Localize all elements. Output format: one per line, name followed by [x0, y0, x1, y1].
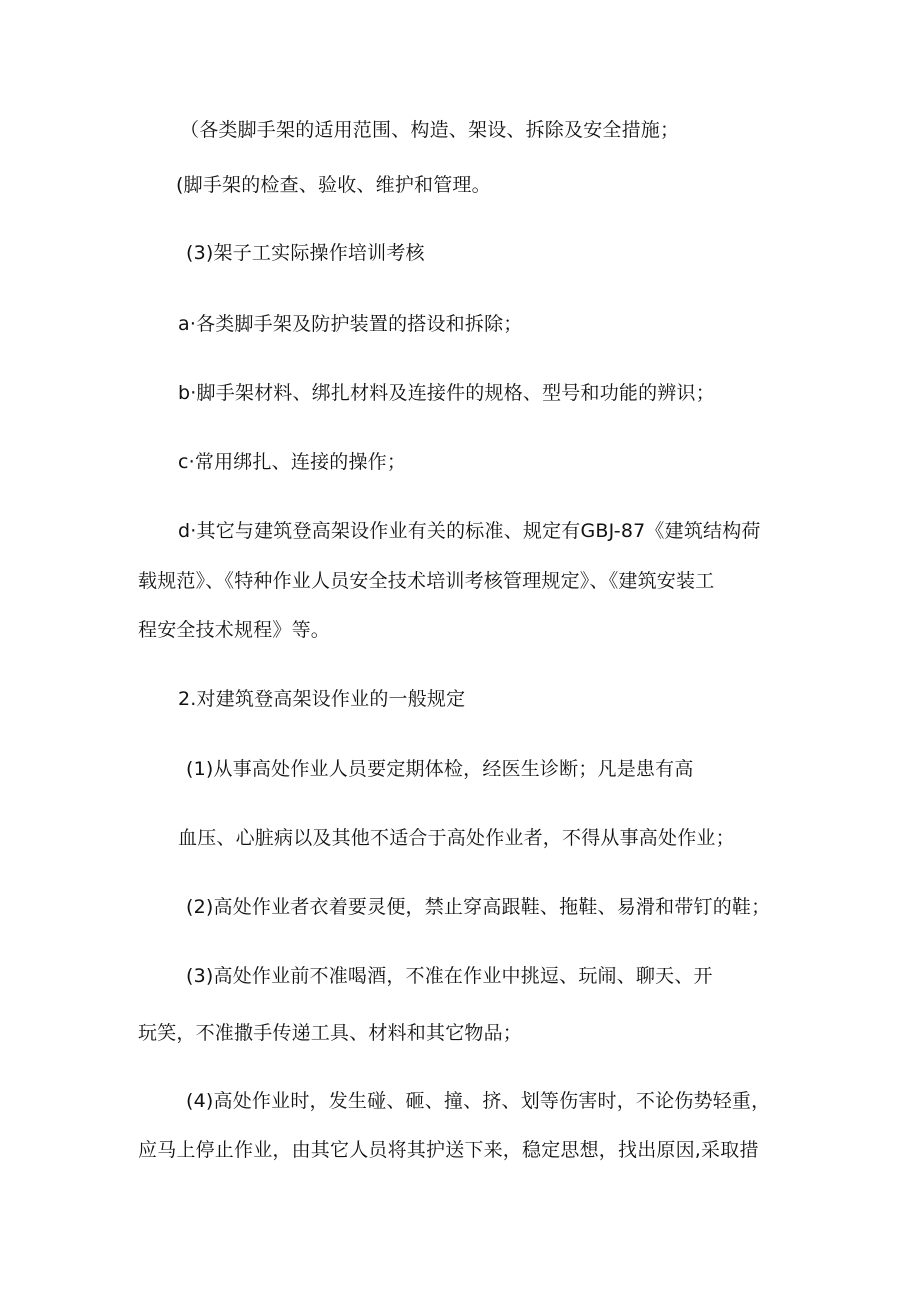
- list-item: c·常用绑扎、连接的操作；: [178, 451, 407, 473]
- text-line: 玩笑，不准撒手传递工具、材料和其它物品；: [138, 1022, 523, 1044]
- list-item: (2)高处作业者衣着要灵便，禁止穿高跟鞋、拖鞋、易滑和带钉的鞋；: [186, 896, 771, 918]
- list-item: d·其它与建筑登高架设作业有关的标准、规定有GBJ-87《建筑结构荷: [178, 520, 761, 542]
- list-item: (4)高处作业时，发生碰、砸、撞、挤、划等伤害时，不论伤势轻重，: [186, 1090, 771, 1112]
- list-item: (1)从事高处作业人员要定期体检，经医生诊断；凡是患有高: [186, 758, 694, 780]
- list-item: a·各类脚手架及防护装置的搭设和拆除；: [178, 313, 523, 335]
- text-line: 血压、心脏病以及其他不适合于高处作业者，不得从事高处作业；: [178, 827, 735, 849]
- section-heading: 2.对建筑登高架设作业的一般规定: [178, 688, 466, 710]
- section-heading: (3)架子工实际操作培训考核: [186, 242, 425, 264]
- text-line: （各类脚手架的适用范围、构造、架设、拆除及安全措施；: [180, 119, 680, 141]
- list-item: (3)高处作业前不准喝酒，不准在作业中挑逗、玩闹、聊天、开: [186, 965, 713, 987]
- text-line: 载规范》、《特种作业人员安全技术培训考核管理规定》、《建筑安装工: [138, 570, 715, 592]
- text-line: (脚手架的检查、验收、维护和管理。: [176, 174, 491, 196]
- text-line: 应马上停止作业，由其它人员将其护送下来，稳定思想，找出原因,采取措: [138, 1139, 759, 1161]
- list-item: b·脚手架材料、绑扎材料及连接件的规格、型号和功能的辨识；: [178, 382, 715, 404]
- text-line: 程安全技术规程》等。: [138, 619, 331, 641]
